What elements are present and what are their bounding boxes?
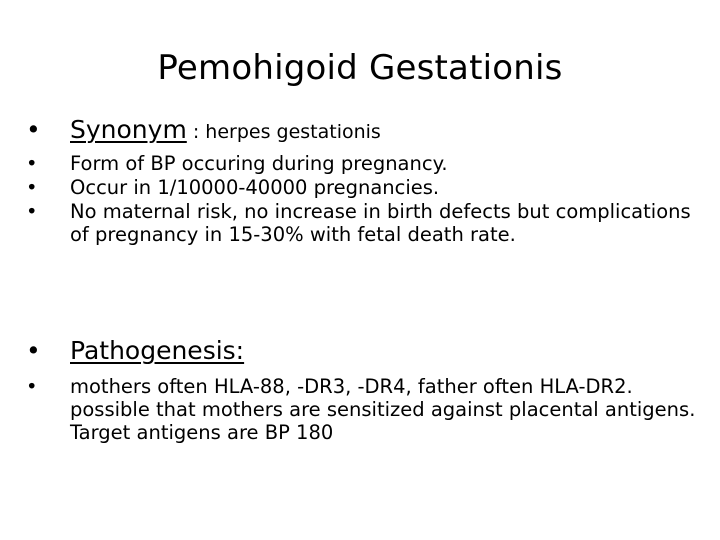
bullet-incidence — [26, 176, 696, 199]
point-risk: No maternal risk, no increase in birth defects but complications of pregnancy in 15-30% with fetal death rate. — [70, 200, 691, 246]
pathogenesis-label: Pathogenesis: — [70, 336, 245, 365]
bullet-dot: • — [26, 336, 41, 365]
synonym-label: Synonym — [70, 115, 187, 144]
synonym-text: : herpes gestationis — [186, 121, 381, 143]
bullet-risk — [26, 200, 696, 246]
bullet-dot: • — [26, 115, 41, 144]
bullet-pathogenesis-detail — [26, 375, 696, 444]
bullet-form — [26, 152, 696, 175]
bullet-synonym — [26, 115, 696, 145]
slide-title: Pemohigoid Gestationis — [157, 48, 563, 88]
bullet-dot: • — [26, 375, 38, 398]
bullet-dot: • — [26, 176, 38, 199]
bullet-dot: • — [26, 152, 38, 175]
pathogenesis-text: mothers often HLA-88, -DR3, -DR4, father often HLA-DR2. possible that mothers are sensitized against placental antigens. Target antigens are BP 180 — [70, 375, 696, 444]
point-incidence: Occur in 1/10000-40000 pregnancies. — [70, 176, 440, 199]
point-form: Form of BP occuring during pregnancy. — [70, 152, 448, 175]
bullet-pathogenesis — [26, 336, 696, 366]
bullet-dot: • — [26, 200, 38, 223]
